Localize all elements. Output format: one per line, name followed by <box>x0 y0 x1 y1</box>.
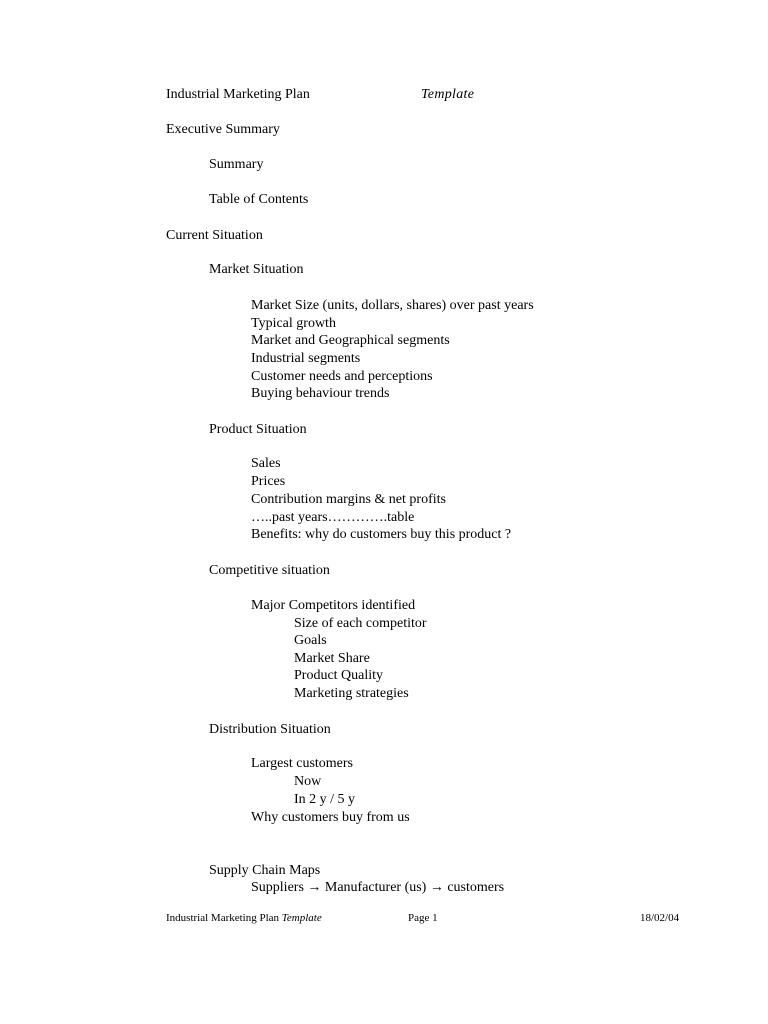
sub-list-item: Size of each competitor <box>294 616 427 631</box>
list-item: Industrial segments <box>251 351 361 366</box>
footer-title-text: Industrial Marketing Plan <box>166 912 280 924</box>
footer-subtitle: Template <box>281 912 322 924</box>
sub-list-item: Goals <box>294 633 327 648</box>
heading-executive-summary: Executive Summary <box>166 122 280 137</box>
list-item: Major Competitors identified <box>251 598 416 613</box>
subheading-supply-chain-maps: Supply Chain Maps <box>209 863 321 878</box>
subheading-table-of-contents: Table of Contents <box>209 192 309 207</box>
subheading-market-situation: Market Situation <box>209 262 304 277</box>
document-subtitle: Template <box>421 87 475 102</box>
footer-page-number: Page 1 <box>408 912 438 924</box>
sub-list-item: Now <box>294 774 322 789</box>
footer-title <box>166 911 322 925</box>
list-item: …..past years………….table <box>251 510 415 525</box>
list-item: Largest customers <box>251 756 353 771</box>
supply-chain-line: Suppliers → Manufacturer (us) → customers <box>251 880 505 895</box>
list-item: Market and Geographical segments <box>251 333 450 348</box>
list-item: Contribution margins & net profits <box>251 492 446 507</box>
footer-date: 18/02/04 <box>640 912 680 924</box>
list-item: Buying behaviour trends <box>251 386 390 401</box>
sub-list-item: In 2 y / 5 y <box>294 792 356 807</box>
sub-list-item: Market Share <box>294 651 370 666</box>
subheading-competitive-situation: Competitive situation <box>209 563 330 578</box>
list-item: Customer needs and perceptions <box>251 369 433 384</box>
list-item: Sales <box>251 456 281 471</box>
list-item: Benefits: why do customers buy this product ? <box>251 527 512 542</box>
document-title: Industrial Marketing Plan <box>166 87 310 102</box>
heading-current-situation: Current Situation <box>166 228 263 243</box>
sub-list-item: Marketing strategies <box>294 686 409 701</box>
list-item: Typical growth <box>251 316 336 331</box>
list-item: Why customers buy from us <box>251 810 410 825</box>
sub-list-item: Product Quality <box>294 668 384 683</box>
subheading-product-situation: Product Situation <box>209 422 307 437</box>
subheading-distribution-situation: Distribution Situation <box>209 722 331 737</box>
subheading-summary: Summary <box>209 157 264 172</box>
list-item: Market Size (units, dollars, shares) over past years <box>251 298 534 313</box>
list-item: Prices <box>251 474 286 489</box>
